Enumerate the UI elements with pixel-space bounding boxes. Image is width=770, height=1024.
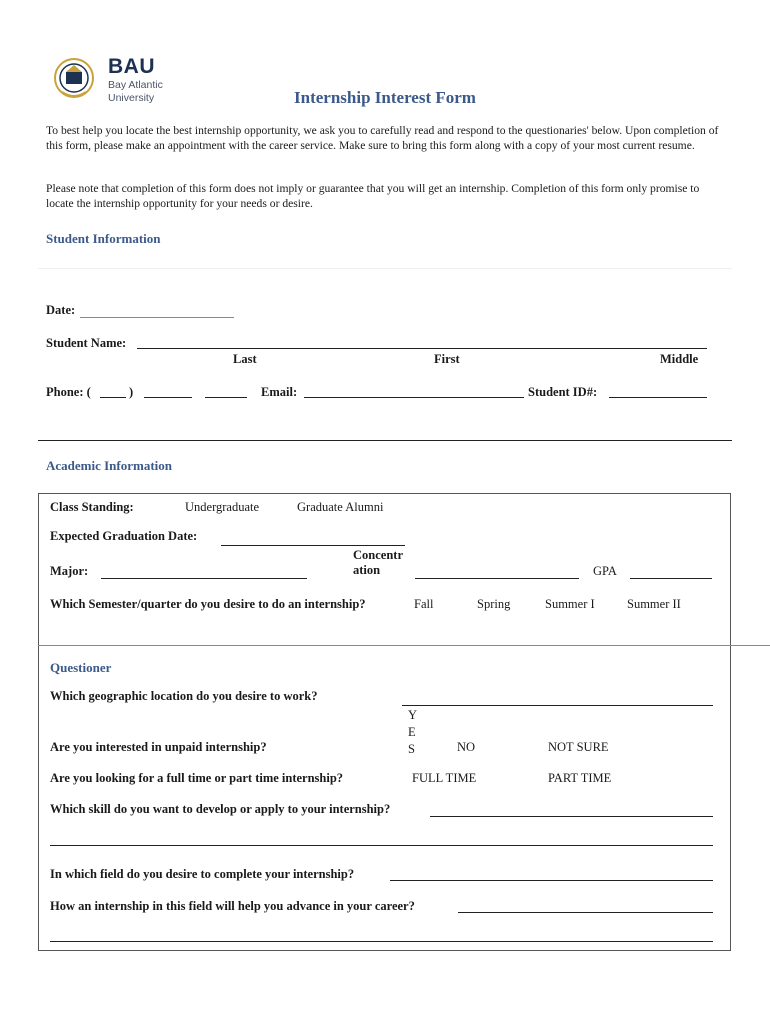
yes-letter-y: Y: [408, 708, 418, 722]
semester-fall[interactable]: Fall: [414, 597, 434, 611]
section-divider: [38, 268, 732, 269]
logo-line2: University: [108, 92, 155, 104]
gpa-field[interactable]: [630, 578, 712, 579]
standing-undergraduate[interactable]: Undergraduate: [185, 500, 260, 514]
location-question: Which geographic location do you desire to work?: [50, 689, 318, 703]
location-field[interactable]: [402, 705, 713, 706]
concentration-label: [353, 548, 403, 578]
phone-paren-close: ): [129, 385, 134, 399]
semester-question: Which Semester/quarter do you desire to do an internship?: [50, 597, 366, 611]
gpa-label: GPA: [593, 564, 617, 578]
intro-paragraph: To best help you locate the best internship opportunity, we ask you to carefully read and respond to the questionaries' below. Upon completion of this form, please make an appointment with the career service. Make sure to bring this form along with a copy of your most current resume.: [46, 124, 719, 152]
student-id-label: Student ID#:: [528, 385, 598, 399]
student-info-heading: Student Information: [46, 231, 161, 246]
option-yes[interactable]: [408, 707, 417, 758]
concentration-field[interactable]: [415, 578, 579, 579]
name-last-label: Last: [233, 352, 257, 366]
section-divider: [38, 440, 732, 441]
note-paragraph: Please note that completion of this form does not imply or guarantee that you will get an internship. Completion of this form only promise to locate the internship opportunity for your needs or desire.: [46, 182, 700, 210]
expected-graduation-label: Expected Graduation Date:: [50, 529, 198, 543]
expected-graduation-field[interactable]: [221, 545, 405, 546]
email-label: Email:: [261, 385, 298, 399]
yes-letter-s: S: [408, 742, 415, 756]
unpaid-question: Are you interested in unpaid internship?: [50, 740, 267, 754]
field-field[interactable]: [390, 880, 713, 881]
semester-summer-1[interactable]: Summer I: [545, 597, 595, 611]
skill-field-continued[interactable]: [50, 845, 713, 846]
student-name-label: Student Name:: [46, 336, 127, 350]
major-label: Major:: [50, 564, 89, 578]
questioner-heading: Questioner: [50, 660, 112, 675]
concentration-part2: ation: [353, 563, 381, 577]
major-field[interactable]: [101, 578, 307, 579]
skill-field[interactable]: [430, 816, 713, 817]
logo-abbr: BAU: [108, 55, 155, 78]
email-field[interactable]: [304, 397, 524, 398]
concentration-part1: Concentr: [353, 548, 403, 562]
questioner-divider: [38, 645, 770, 646]
semester-summer-2[interactable]: Summer II: [627, 597, 681, 611]
skill-question: Which skill do you want to develop or apply to your internship?: [50, 802, 391, 816]
logo-line1: Bay Atlantic: [108, 79, 163, 91]
yes-letter-e: E: [408, 725, 416, 739]
name-first-label: First: [434, 352, 460, 366]
page-title: Internship Interest Form: [294, 88, 476, 107]
fulltime-question: Are you looking for a full time or part time internship?: [50, 771, 344, 785]
advance-field[interactable]: [458, 912, 713, 913]
phone-area-field[interactable]: [100, 397, 126, 398]
advance-question: How an internship in this field will help you advance in your career?: [50, 899, 415, 913]
option-full-time[interactable]: FULL TIME: [412, 771, 477, 785]
standing-graduate-alumni[interactable]: Graduate Alumni: [297, 500, 384, 514]
class-standing-label: Class Standing:: [50, 500, 134, 514]
date-label: Date:: [46, 303, 76, 317]
phone-prefix-field[interactable]: [144, 397, 192, 398]
student-id-field[interactable]: [609, 397, 707, 398]
option-part-time[interactable]: PART TIME: [548, 771, 612, 785]
field-question: In which field do you desire to complete your internship?: [50, 867, 355, 881]
phone-label: Phone: (: [46, 385, 91, 399]
option-not-sure[interactable]: NOT SURE: [548, 740, 609, 754]
semester-spring[interactable]: Spring: [477, 597, 511, 611]
name-middle-label: Middle: [660, 352, 699, 366]
phone-line-field[interactable]: [205, 397, 247, 398]
advance-field-continued[interactable]: [50, 941, 713, 942]
student-name-field[interactable]: [137, 348, 707, 349]
option-no[interactable]: NO: [457, 740, 476, 754]
date-field[interactable]: [80, 317, 234, 318]
academic-info-heading: Academic Information: [46, 458, 173, 473]
